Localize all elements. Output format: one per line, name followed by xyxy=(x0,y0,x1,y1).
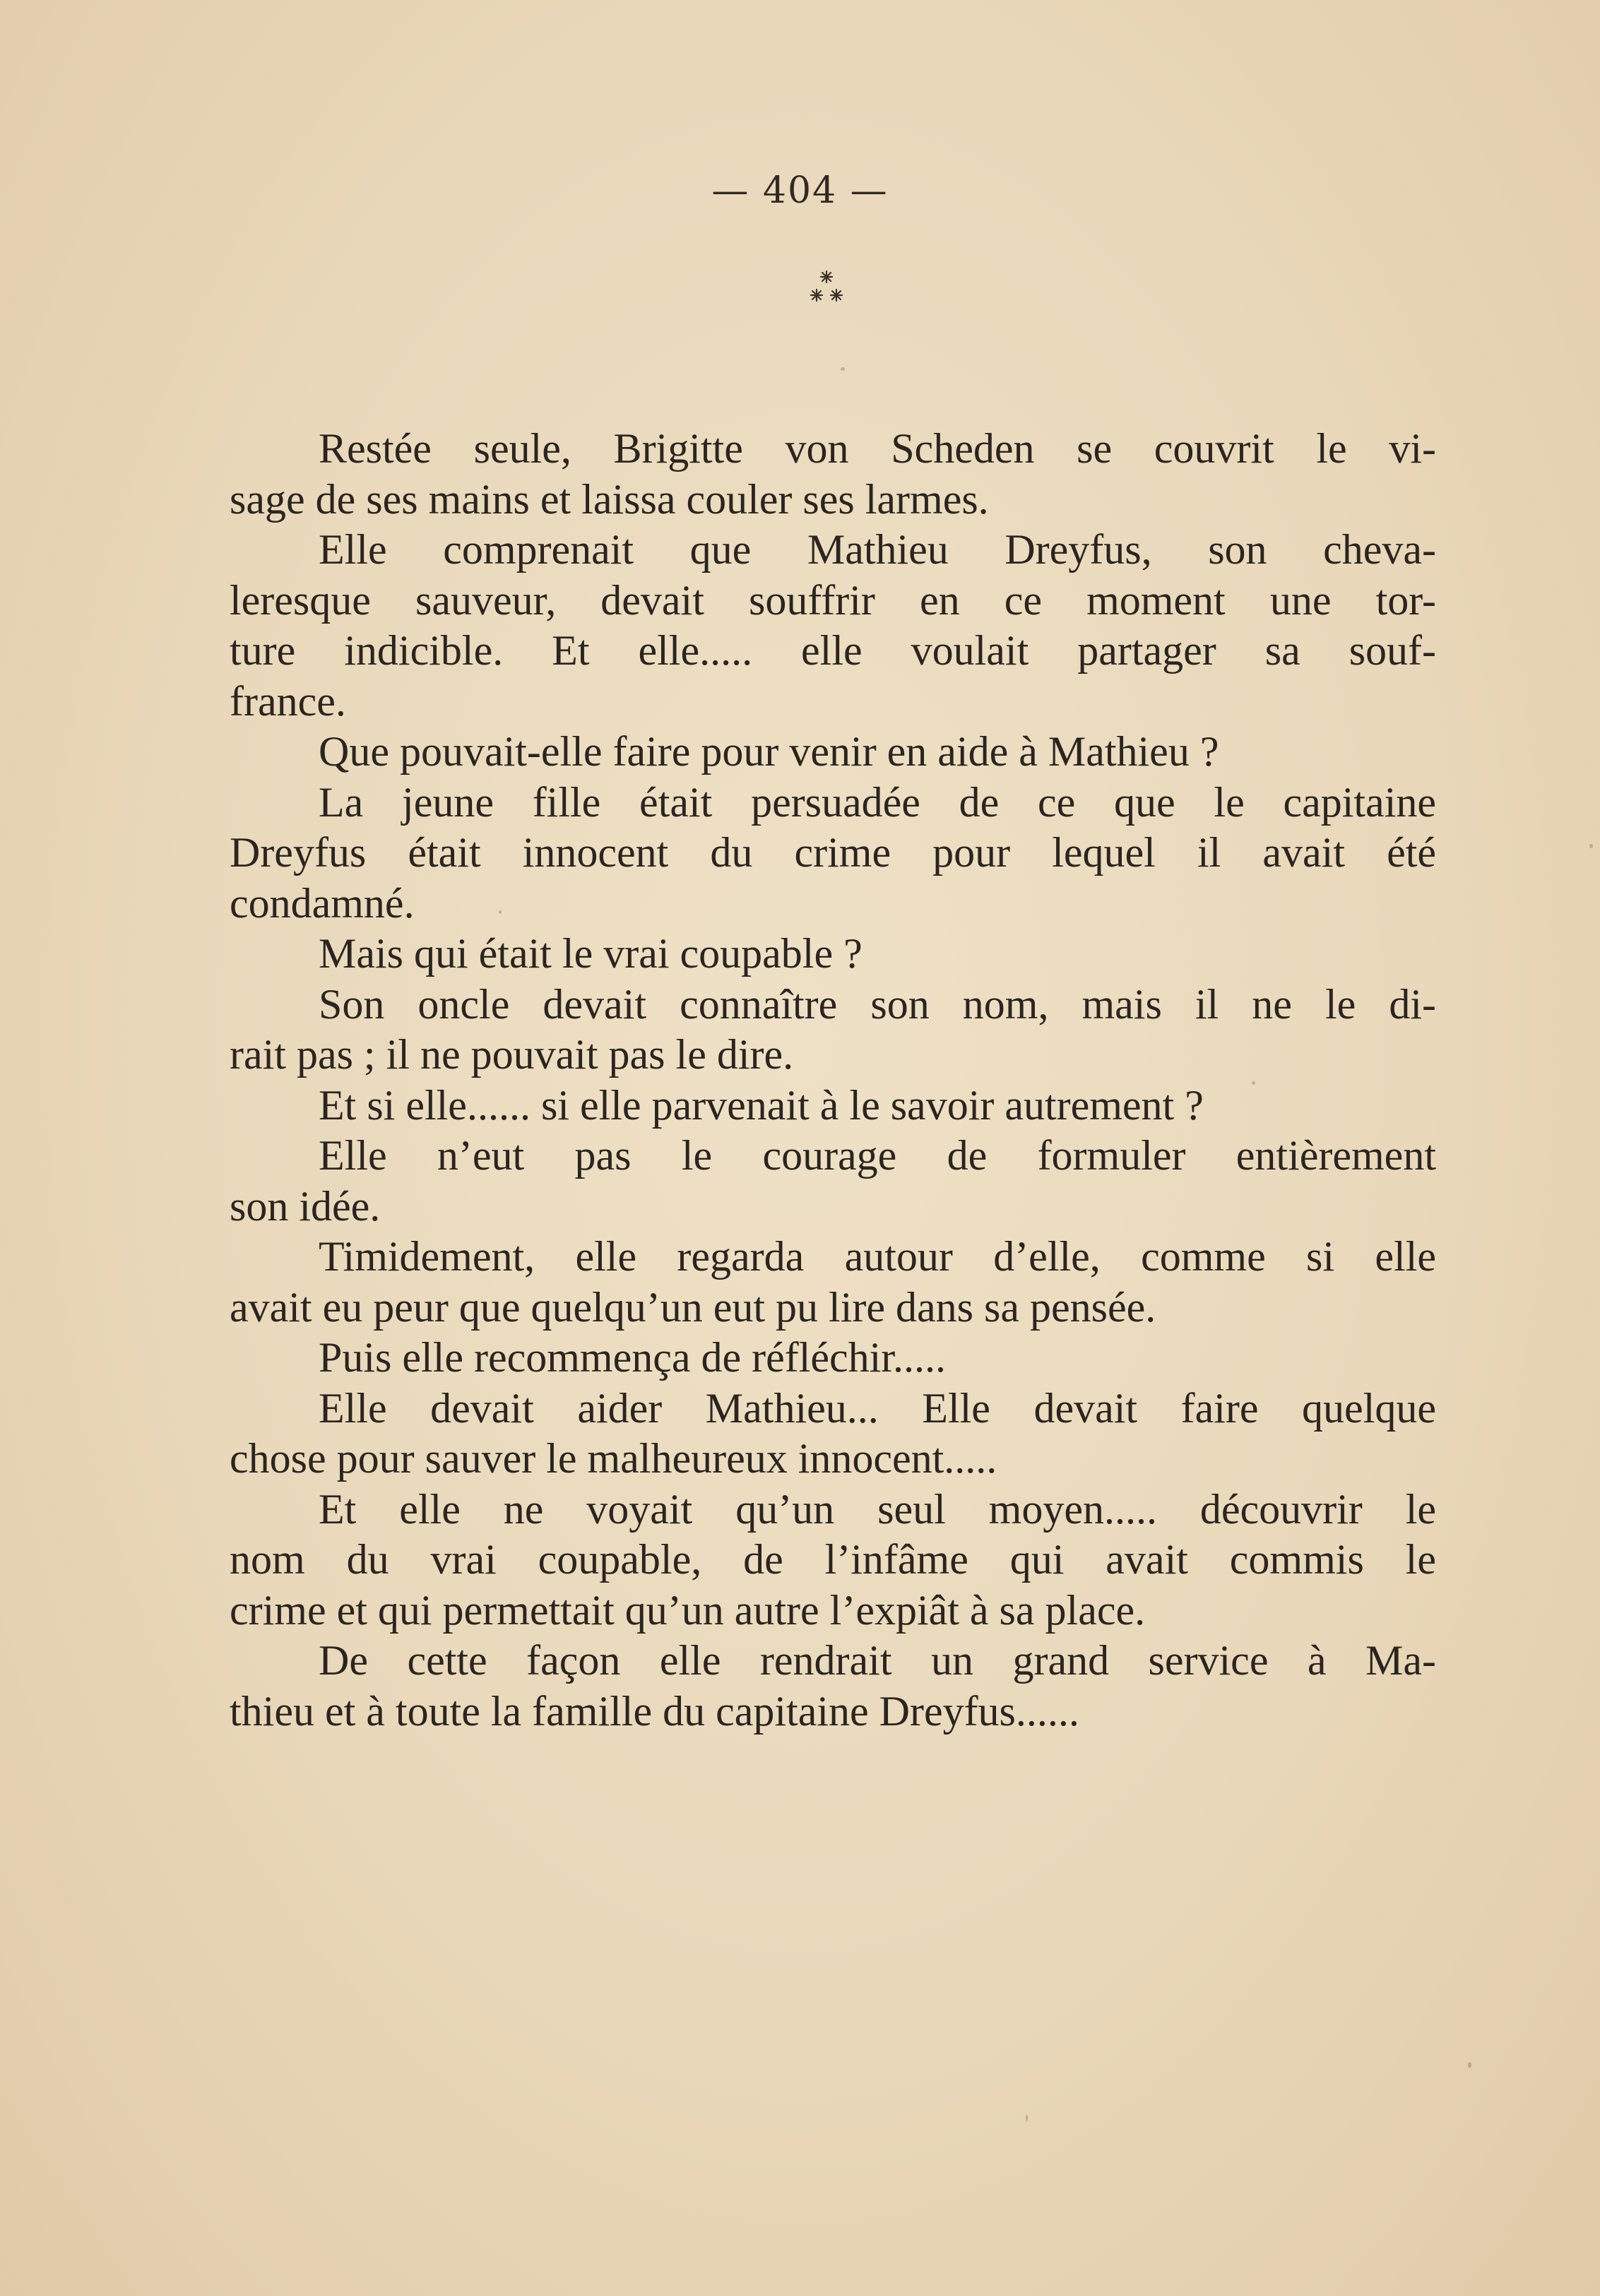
text-line: son idée. xyxy=(230,1182,381,1230)
text-line: Puis elle recommença de réfléchir..... xyxy=(319,1334,946,1381)
paper-speck xyxy=(841,367,845,371)
paragraph xyxy=(230,424,1436,525)
text-line: chose pour sauver le malheureux innocent..... xyxy=(230,1435,997,1482)
text-line: Elle devait aider Mathieu... Elle devait faire quelque xyxy=(319,1384,1436,1432)
paper-speck xyxy=(1589,844,1593,848)
paper-speck xyxy=(499,910,502,914)
paper-speck xyxy=(1468,2062,1471,2068)
paragraph xyxy=(230,929,1436,980)
text-line: crime et qui permettait qu’un autre l’expiât à sa place. xyxy=(230,1586,1146,1634)
paragraph xyxy=(230,1485,1436,1636)
asterism-separator-icon xyxy=(791,267,862,316)
paragraph xyxy=(230,1636,1436,1737)
text-line: thieu et à toute la famille du capitaine Dreyfus...... xyxy=(230,1687,1079,1735)
text-line: nom du vrai coupable, de l’infâme qui avait commis le xyxy=(230,1536,1436,1583)
text-line: Et si elle...... si elle parvenait à le savoir autrement ? xyxy=(319,1081,1204,1129)
text-line: Timidement, elle regarda autour d’elle, comme si elle xyxy=(319,1233,1436,1280)
paragraph xyxy=(230,727,1436,778)
text-line: rait pas ; il ne pouvait pas le dire. xyxy=(230,1031,794,1078)
paragraph xyxy=(230,1232,1436,1333)
text-line: Mais qui était le vrai coupable ? xyxy=(319,930,863,977)
text-line: Et elle ne voyait qu’un seul moyen..... découvrir le xyxy=(319,1485,1436,1533)
paragraph xyxy=(230,1081,1436,1131)
text-line: ture indicible. Et elle..... elle voulait partager sa souf- xyxy=(230,627,1436,674)
paragraph xyxy=(230,980,1436,1081)
page-number: — 404 — xyxy=(711,169,889,212)
text-line: Elle comprenait que Mathieu Dreyfus, son cheva- xyxy=(319,526,1436,573)
text-line: condamné. xyxy=(230,879,415,927)
paragraph xyxy=(230,778,1436,929)
text-line: La jeune fille était persuadée de ce que le capitaine xyxy=(319,778,1436,826)
text-line: Elle n’eut pas le courage de formuler entièrement xyxy=(319,1132,1436,1179)
text-line: france. xyxy=(230,677,346,725)
text-line: De cette façon elle rendrait un grand service à Ma- xyxy=(319,1637,1436,1684)
text-line: Que pouvait-elle faire pour venir en aide à Mathieu ? xyxy=(319,728,1219,775)
text-line: leresque sauveur, devait souffrir en ce moment une tor- xyxy=(230,576,1436,624)
paragraph xyxy=(230,525,1436,727)
paper-speck xyxy=(1026,2114,1028,2122)
text-line: avait eu peur que quelqu’un eut pu lire dans sa pensée. xyxy=(230,1283,1156,1331)
body-text xyxy=(230,424,1436,1737)
text-line: Dreyfus était innocent du crime pour lequel il avait été xyxy=(230,829,1436,876)
paper-speck xyxy=(1252,1081,1255,1085)
paragraph xyxy=(230,1384,1436,1485)
text-line: sage de ses mains et laissa couler ses larmes. xyxy=(230,475,989,523)
paragraph xyxy=(230,1131,1436,1232)
text-line: Son oncle devait connaître son nom, mais il ne le di- xyxy=(319,980,1436,1028)
paragraph xyxy=(230,1333,1436,1384)
text-line: Restée seule, Brigitte von Scheden se couvrit le vi- xyxy=(319,425,1436,472)
